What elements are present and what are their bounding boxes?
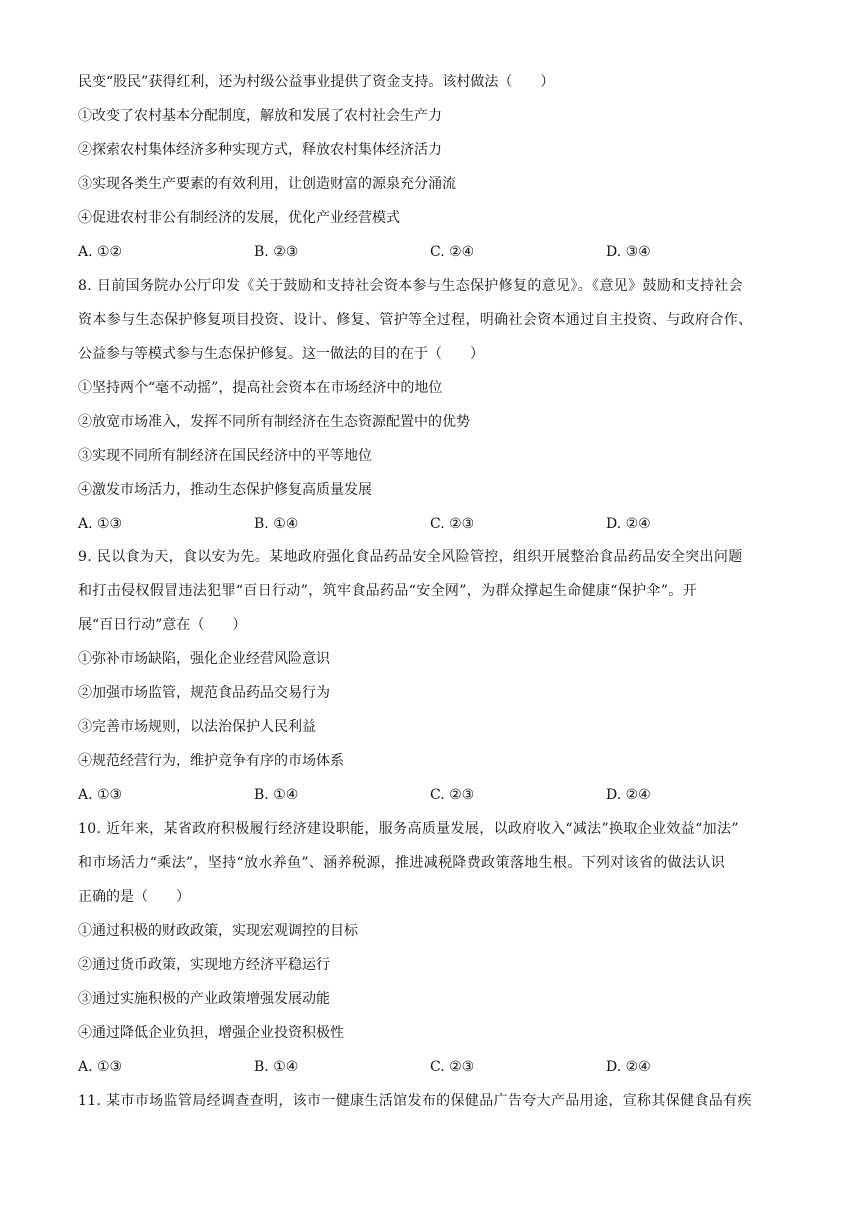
q10-statement-2: ②通过货币政策，实现地方经济平稳运行 xyxy=(78,957,330,973)
q9-option-b[interactable]: B. ①④ xyxy=(254,787,299,803)
q7-stem-tail: 民变“股民”获得红利，还为村级公益事业提供了资金支持。该村做法（ ） xyxy=(78,74,555,90)
q7-option-c[interactable]: C. ②④ xyxy=(430,244,475,260)
q10-stem-line-3: 正确的是（ ） xyxy=(78,889,190,905)
q9-option-a[interactable]: A. ①③ xyxy=(78,787,123,803)
q8-statement-2: ②放宽市场准入，发挥不同所有制经济在生态资源配置中的优势 xyxy=(78,414,470,430)
q8-statement-4: ④激发市场活力，推动生态保护修复高质量发展 xyxy=(78,482,372,498)
q10-option-b[interactable]: B. ①④ xyxy=(254,1059,299,1075)
q7-statement-3: ③实现各类生产要素的有效利用，让创造财富的源泉充分涌流 xyxy=(78,176,456,192)
q9-option-d[interactable]: D. ②④ xyxy=(606,787,651,803)
q7-option-d[interactable]: D. ③④ xyxy=(606,244,651,260)
q9-stem-line-3: 展“百日行动”意在（ ） xyxy=(78,617,247,633)
q9-statement-3: ③完善市场规则，以法治保护人民利益 xyxy=(78,719,316,735)
q11-stem-line-1: 11. 某市市场监管局经调查查明，该市一健康生活馆发布的保健品广告夸大产品用途，宣称其保健食品有疾 xyxy=(78,1093,752,1109)
q9-options xyxy=(0,785,860,805)
q9-statement-1: ①弥补市场缺陷，强化企业经营风险意识 xyxy=(78,651,330,667)
q8-option-a[interactable]: A. ①③ xyxy=(78,516,123,532)
q9-stem-line-1: 9. 民以食为天，食以安为先。某地政府强化食品药品安全风险管控，组织开展整治食品药品安全突出问题 xyxy=(78,549,743,565)
q10-stem-line-2: 和市场活力“乘法”，坚持“放水养鱼”、涵养税源，推进减税降费政策落地生根。下列对该省的做法认识 xyxy=(78,855,726,871)
q10-option-c[interactable]: C. ②③ xyxy=(430,1059,475,1075)
q8-statement-1: ①坚持两个“毫不动摇”，提高社会资本在市场经济中的地位 xyxy=(78,380,443,396)
q8-statement-3: ③实现不同所有制经济在国民经济中的平等地位 xyxy=(78,448,372,464)
q7-option-a[interactable]: A. ①② xyxy=(78,244,123,260)
q10-statement-1: ①通过积极的财政政策，实现宏观调控的目标 xyxy=(78,923,358,939)
q8-stem-line-3: 公益参与等模式参与生态保护修复。这一做法的目的在于（ ） xyxy=(78,346,484,362)
q7-statement-2: ②探索农村集体经济多种实现方式，释放农村集体经济活力 xyxy=(78,142,442,158)
q9-stem-line-2: 和打击侵权假冒违法犯罪“百日行动”，筑牢食品药品“安全网”，为群众撑起生命健康“保护伞”。开 xyxy=(78,583,698,599)
q7-statement-1: ①改变了农村基本分配制度，解放和发展了农村社会生产力 xyxy=(78,108,442,124)
q9-statement-2: ②加强市场监管，规范食品药品交易行为 xyxy=(78,685,330,701)
q7-option-b[interactable]: B. ②③ xyxy=(254,244,299,260)
q10-statement-4: ④通过降低企业负担，增强企业投资积极性 xyxy=(78,1025,344,1041)
q8-stem-line-2: 资本参与生态保护修复项目投资、设计、修复、管护等全过程，明确社会资本通过自主投资、与政府合作、 xyxy=(78,312,753,328)
q7-options xyxy=(0,242,860,262)
q9-statement-4: ④规范经营行为，维护竞争有序的市场体系 xyxy=(78,753,344,769)
q9-option-c[interactable]: C. ②③ xyxy=(430,787,475,803)
q10-statement-3: ③通过实施积极的产业政策增强发展动能 xyxy=(78,991,330,1007)
q8-option-b[interactable]: B. ①④ xyxy=(254,516,299,532)
q8-option-d[interactable]: D. ②④ xyxy=(606,516,651,532)
q10-stem-line-1: 10. 近年来，某省政府积极履行经济建设职能，服务高质量发展，以政府收入“减法”换取企业效益“加法” xyxy=(78,821,739,837)
q10-options xyxy=(0,1057,860,1077)
q8-options xyxy=(0,514,860,534)
q10-option-d[interactable]: D. ②④ xyxy=(606,1059,651,1075)
q8-stem-line-1: 8. 日前国务院办公厅印发《关于鼓励和支持社会资本参与生态保护修复的意见》。《意见》鼓励和支持社会 xyxy=(78,278,743,294)
q7-statement-4: ④促进农村非公有制经济的发展，优化产业经营模式 xyxy=(78,210,400,226)
q8-option-c[interactable]: C. ②③ xyxy=(430,516,475,532)
q10-option-a[interactable]: A. ①③ xyxy=(78,1059,123,1075)
